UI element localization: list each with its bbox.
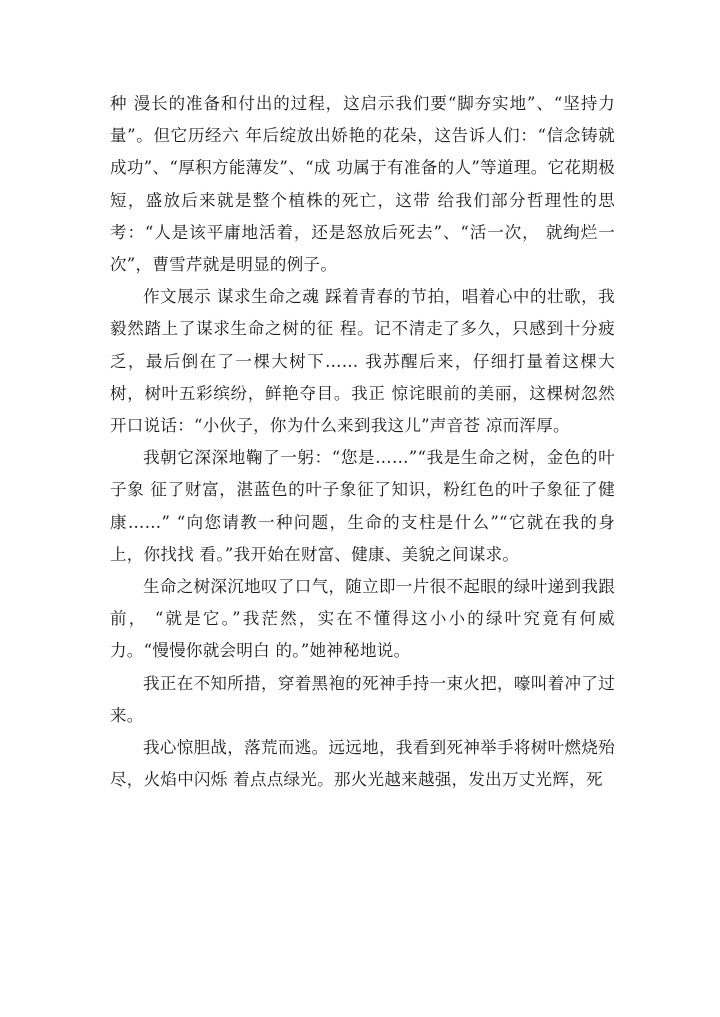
paragraph-1: 种 漫长的准备和付出的过程，这启示我们要“脚夯实地”、“坚持力量”。但它历经六 年后绽放出娇艳的花朵，这告诉人们：“信念铸就成功”、“厚积方能薄发”、“成 功属于有准备的人”等道理。它花期极短，盛放后来就是整个植株的死亡，这带 给我们部分哲理性的思考：“人是该平庸地活着，还是怒放后死去”、“活一次， 就绚烂一次”，曹雪芹就是明显的例子。 <box>110 94 615 275</box>
paragraph-4: 生命之树深沉地叹了口气，随立即一片很不起眼的绿叶递到我跟前， “就是它。”我茫然，实在不懂得这小小的绿叶究竟有何威力。“慢慢你就会明白 的。”她神秘地说。 <box>110 577 615 661</box>
paragraph-5: 我正在不知所措，穿着黑袍的死神手持一束火把，嚎叫着冲了过来。 <box>110 673 615 725</box>
paragraph-6: 我心惊胆战，落荒而逃。远远地，我看到死神举手将树叶燃烧殆尽，火焰中闪烁 着点点绿光。那火光越来越强，发出万丈光辉，死 <box>110 738 615 790</box>
paragraph-3: 我朝它深深地鞠了一躬：“您是……”“我是生命之树，金色的叶子象 征了财富，湛蓝色的叶子象征了知识，粉红色的叶子象征了健康……” “向您请教一种问题，生命的支柱是什么”“它就在我的身上，你找找 看。”我开始在财富、健康、美貌之间谋求。 <box>110 448 615 564</box>
essay-text <box>110 88 615 796</box>
paragraph-2: 作文展示 谋求生命之魂 踩着青春的节拍，唱着心中的壮歌，我毅然踏上了谋求生命之树的征 程。记不清走了多久，只感到十分疲乏，最后倒在了一棵大树下…… 我苏醒后来，仔细打量着这棵大树，树叶五彩缤纷，鲜艳夺目。我正 惊诧眼前的美丽，这棵树忽然开口说话：“小伙子，你为什么来到我这儿”声音苍 凉而浑厚。 <box>110 287 615 436</box>
